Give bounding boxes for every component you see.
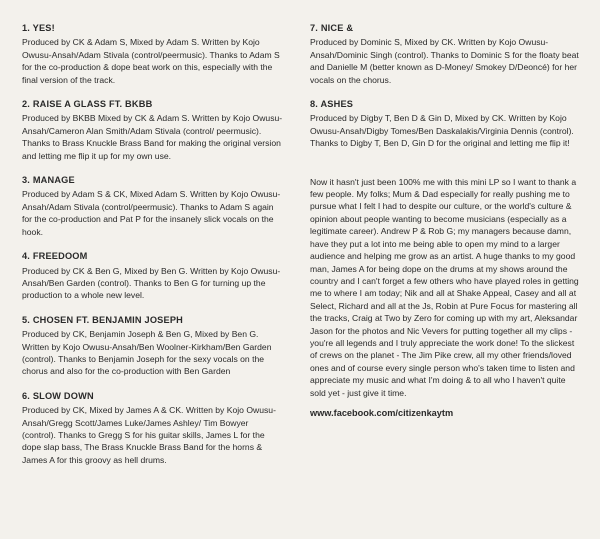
track-title: 2. RAISE A GLASS FT. BKBB (22, 99, 153, 110)
track-entry (22, 250, 284, 302)
track-title: 6. SLOW DOWN (22, 390, 94, 401)
track-entry (310, 22, 582, 86)
track-credits: Produced by Digby T, Ben D & Gin D, Mixed by CK. Written by Kojo Owusu-Ansah/Digby Tomes/Ben Daskalakis/Virginia Dennis (control). Thanks to Digby T, Ben D, Gin D for the original and letting me flip it! (310, 113, 574, 149)
track-credits: Produced by CK & Ben G, Mixed by Ben G. Written by Kojo Owusu-Ansah/Ben Garden (control). Thanks to Ben G for turning up the production to a whole new level. (22, 265, 281, 301)
track-entry (22, 174, 284, 238)
track-credits: Produced by CK & Adam S, Mixed by Adam S. Written by Kojo Owusu-Ansah/Adam Stivala (control/peermusic). Thanks to Adam S for the co-production & dope beat work on this, especially with the final version of the track. (22, 37, 280, 85)
thanks-paragraph: Now it hasn't just been 100% me with this mini LP so I want to thank a few people. My folks; Mum & Dad especially for really pushing me to pursue what I felt I had to despite our culture, or the world's culture & opinion about people wanting to become musicians (especially as a legitimate career). Andrew P & Rob G; my managers because damn, have they put a lot into me being able to open my mind to a larger audience and helping me grow as an artist. A huge thanks to my good man, James A for being dope on the drums at my shows around the country and I can't forget a few others who have played roles in getting me to where I am today; Nik and all at Shake Appeal, Casey and all at Select, Richard and all at the Js, Robin at Pure Focus for mastering all the tracks, Craig at Two by Zero for coming up with my art, Aleksandar Jason for the photos and Nic Vevers for putting together all my clips - you're all legends and I truly appreciate the work done! To the slickest of crews on the planet - The Jim Pike crew, all my other friends/loved ones and of course every single person who's taken time to listen and appreciate my music and what I'm doing & to all who I haven't quite sold yet - just give it time. (310, 176, 579, 398)
track-title: 4. FREEDOOM (22, 251, 88, 262)
track-title: 8. ASHES (310, 99, 354, 110)
track-title: 3. MANAGE (22, 175, 75, 186)
track-entry (22, 390, 284, 466)
track-credits: Produced by BKBB Mixed by CK & Adam S. Written by Kojo Owusu-Ansah/Cameron Alan Smith/Adam Stivala (control/ peermusic). Thanks to Brass Knuckle Brass Band for making the original version and letting me flip it up for my own use. (22, 113, 283, 161)
track-credits: Produced by Adam S & CK, Mixed Adam S. Written by Kojo Owusu-Ansah/Adam Stivala (control/peermusic). Thanks to Adam S again for the co-production and Pat P for the insanely slick vocals on the hook. (22, 189, 281, 237)
left-column (22, 22, 284, 478)
track-entry (310, 98, 582, 150)
track-entry (22, 98, 284, 162)
right-column (310, 22, 582, 419)
track-credits: Produced by CK, Benjamin Joseph & Ben G, Mixed by Ben G. Written by Kojo Owusu-Ansah/Ben Woolner-Kirkham/Ben Garden (control). Thanks to Benjamin Joseph for the sexy vocals on the chorus and also for the co-production with Ben Garden (22, 329, 272, 377)
track-title: 7. NICE & (310, 23, 354, 33)
track-title: 1. YES! (22, 23, 55, 33)
track-entry (22, 22, 284, 86)
track-credits: Produced by CK, Mixed by James A & CK. Written by Kojo Owusu-Ansah/Gregg Scott/James Luke/James Ashley/ Tim Bowyer (control). Thanks to Gregg S for his guitar skills, James L for the dope slap bass, The Brass Knuckle Brass Band for the horns & James A for this groovy as hell drums. (22, 405, 276, 465)
track-credits: Produced by Dominic S, Mixed by CK. Written by Kojo Owusu-Ansah/Dominic Singh (control). Thanks to Dominic S for the floaty beat and Danielle M (better known as D-Money/ Smokey D/Deoncé) for her vocals on the chorus. (310, 37, 579, 85)
facebook-link: www.facebook.com/citizenkaytm (310, 407, 454, 418)
track-entry (22, 314, 284, 378)
track-title: 5. CHOSEN FT. BENJAMIN JOSEPH (22, 314, 183, 325)
